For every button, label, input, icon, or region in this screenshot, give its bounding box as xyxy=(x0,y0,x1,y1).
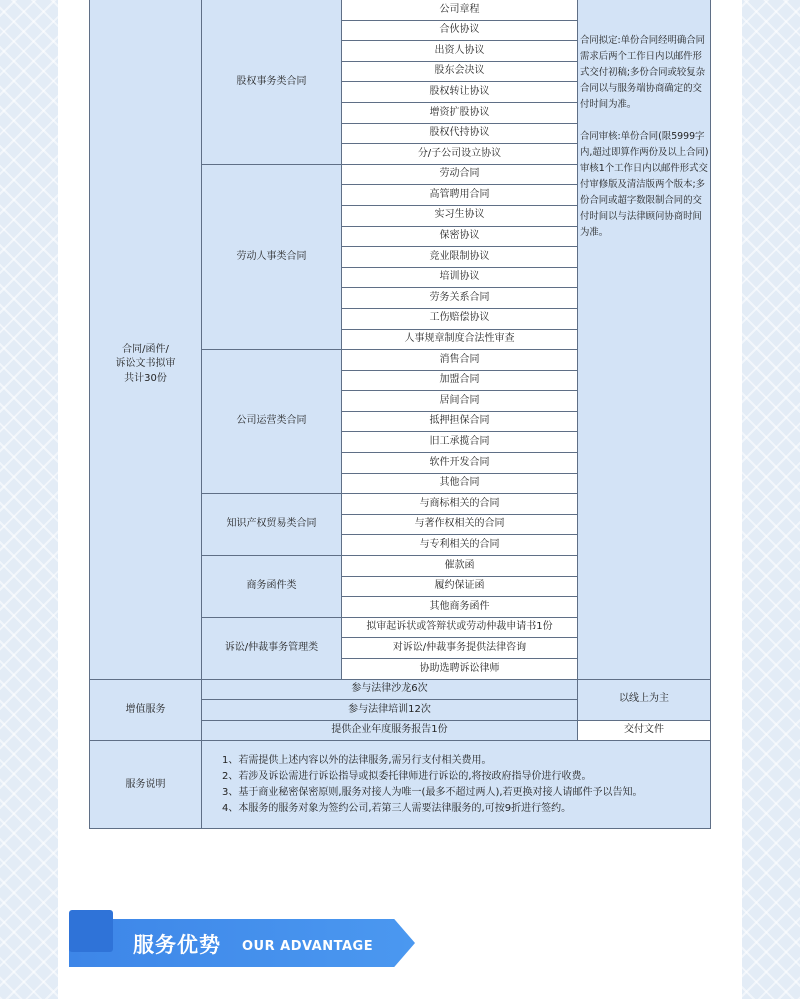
category-cell: 劳动人事类合同 xyxy=(202,164,342,349)
item-cell: 保密协议 xyxy=(342,226,578,247)
item-cell: 与商标相关的合同 xyxy=(342,494,578,515)
item-cell: 加盟合同 xyxy=(342,370,578,391)
item-cell: 人事规章制度合法性审查 xyxy=(342,329,578,350)
category-cell: 商务函件类 xyxy=(202,556,342,618)
service-notes-cell xyxy=(202,741,711,829)
item-cell: 培训协议 xyxy=(342,267,578,288)
section-banner xyxy=(69,910,419,970)
item-cell: 软件开发合同 xyxy=(342,453,578,474)
item-cell: 劳动合同 xyxy=(342,164,578,185)
service-note-line: 2、若涉及诉讼需进行诉讼指导或拟委托律师进行诉讼的,将按政府指导价进行收费。 xyxy=(222,770,592,782)
item-cell: 协助选聘诉讼律师 xyxy=(342,659,578,680)
value-added-note-file: 交付文件 xyxy=(578,720,711,741)
item-cell: 其他合同 xyxy=(342,473,578,494)
service-notes-label: 服务说明 xyxy=(90,741,202,829)
item-cell: 与专利相关的合同 xyxy=(342,535,578,556)
item-cell: 合伙协议 xyxy=(342,20,578,41)
delivery-note-cell xyxy=(578,0,711,679)
main-category-label: 合同/函件/ 诉讼文书拟审 共计30份 xyxy=(115,343,176,384)
item-cell: 旧工承揽合同 xyxy=(342,432,578,453)
value-added-item: 提供企业年度服务报告1份 xyxy=(202,720,578,741)
item-cell: 履约保证函 xyxy=(342,576,578,597)
service-table xyxy=(89,0,711,829)
item-cell: 其他商务函件 xyxy=(342,597,578,618)
item-cell: 公司章程 xyxy=(342,0,578,20)
item-cell: 拟审起诉状或答辩状或劳动仲裁申请书1份 xyxy=(342,617,578,638)
category-cell: 股权事务类合同 xyxy=(202,0,342,164)
value-added-item: 参与法律培训12次 xyxy=(202,700,578,721)
section-title: 服务优势 xyxy=(133,933,221,957)
item-cell: 与著作权相关的合同 xyxy=(342,514,578,535)
category-cell: 诉讼/仲裁事务管理类 xyxy=(202,617,342,679)
service-note-line: 4、本服务的服务对象为签约公司,若第三人需要法律服务的,可按9折进行签约。 xyxy=(222,802,572,814)
section-subtitle: OUR ADVANTAGE xyxy=(242,939,374,954)
item-cell: 催款函 xyxy=(342,556,578,577)
item-cell: 居间合同 xyxy=(342,391,578,412)
value-added-item: 参与法律沙龙6次 xyxy=(202,679,578,700)
item-cell: 增资扩股协议 xyxy=(342,102,578,123)
item-cell: 股权转让协议 xyxy=(342,82,578,103)
service-note-line: 3、基于商业秘密保密原则,服务对接人为唯一(最多不超过两人),若更换对接人请邮件予以告知。 xyxy=(222,786,643,798)
category-cell: 知识产权贸易类合同 xyxy=(202,494,342,556)
item-cell: 高管聘用合同 xyxy=(342,185,578,206)
item-cell: 分/子公司设立协议 xyxy=(342,144,578,165)
delivery-note: 合同审核:单份合同(限5999字内,超过即算作两份及以上合同)审核1个工作日内以邮件形式交付审修版及清洁版两个版本;多份合同或超字数限制合同的交付时间以与法律顾问协商时间为准。 xyxy=(580,131,709,238)
item-cell: 股权代持协议 xyxy=(342,123,578,144)
item-cell: 劳务关系合同 xyxy=(342,288,578,309)
service-note-line: 1、若需提供上述内容以外的法律服务,需另行支付相关费用。 xyxy=(222,754,492,766)
item-cell: 对诉讼/仲裁事务提供法律咨询 xyxy=(342,638,578,659)
item-cell: 竞业限制协议 xyxy=(342,247,578,268)
banner-tab xyxy=(69,910,113,952)
value-added-note-online: 以线上为主 xyxy=(578,679,711,720)
item-cell: 出资人协议 xyxy=(342,41,578,62)
value-added-label: 增值服务 xyxy=(90,679,202,741)
main-category-cell xyxy=(90,0,202,679)
item-cell: 消售合同 xyxy=(342,350,578,371)
delivery-note: 合同拟定:单份合同经明确合同需求后两个工作日内以邮件形式交付初稿;多份合同或较复杂合同以与服务端协商确定的交付时间为准。 xyxy=(580,35,706,110)
item-cell: 股东会决议 xyxy=(342,61,578,82)
item-cell: 抵押担保合同 xyxy=(342,411,578,432)
item-cell: 工伤赔偿协议 xyxy=(342,308,578,329)
item-cell: 实习生协议 xyxy=(342,205,578,226)
category-cell: 公司运营类合同 xyxy=(202,350,342,494)
